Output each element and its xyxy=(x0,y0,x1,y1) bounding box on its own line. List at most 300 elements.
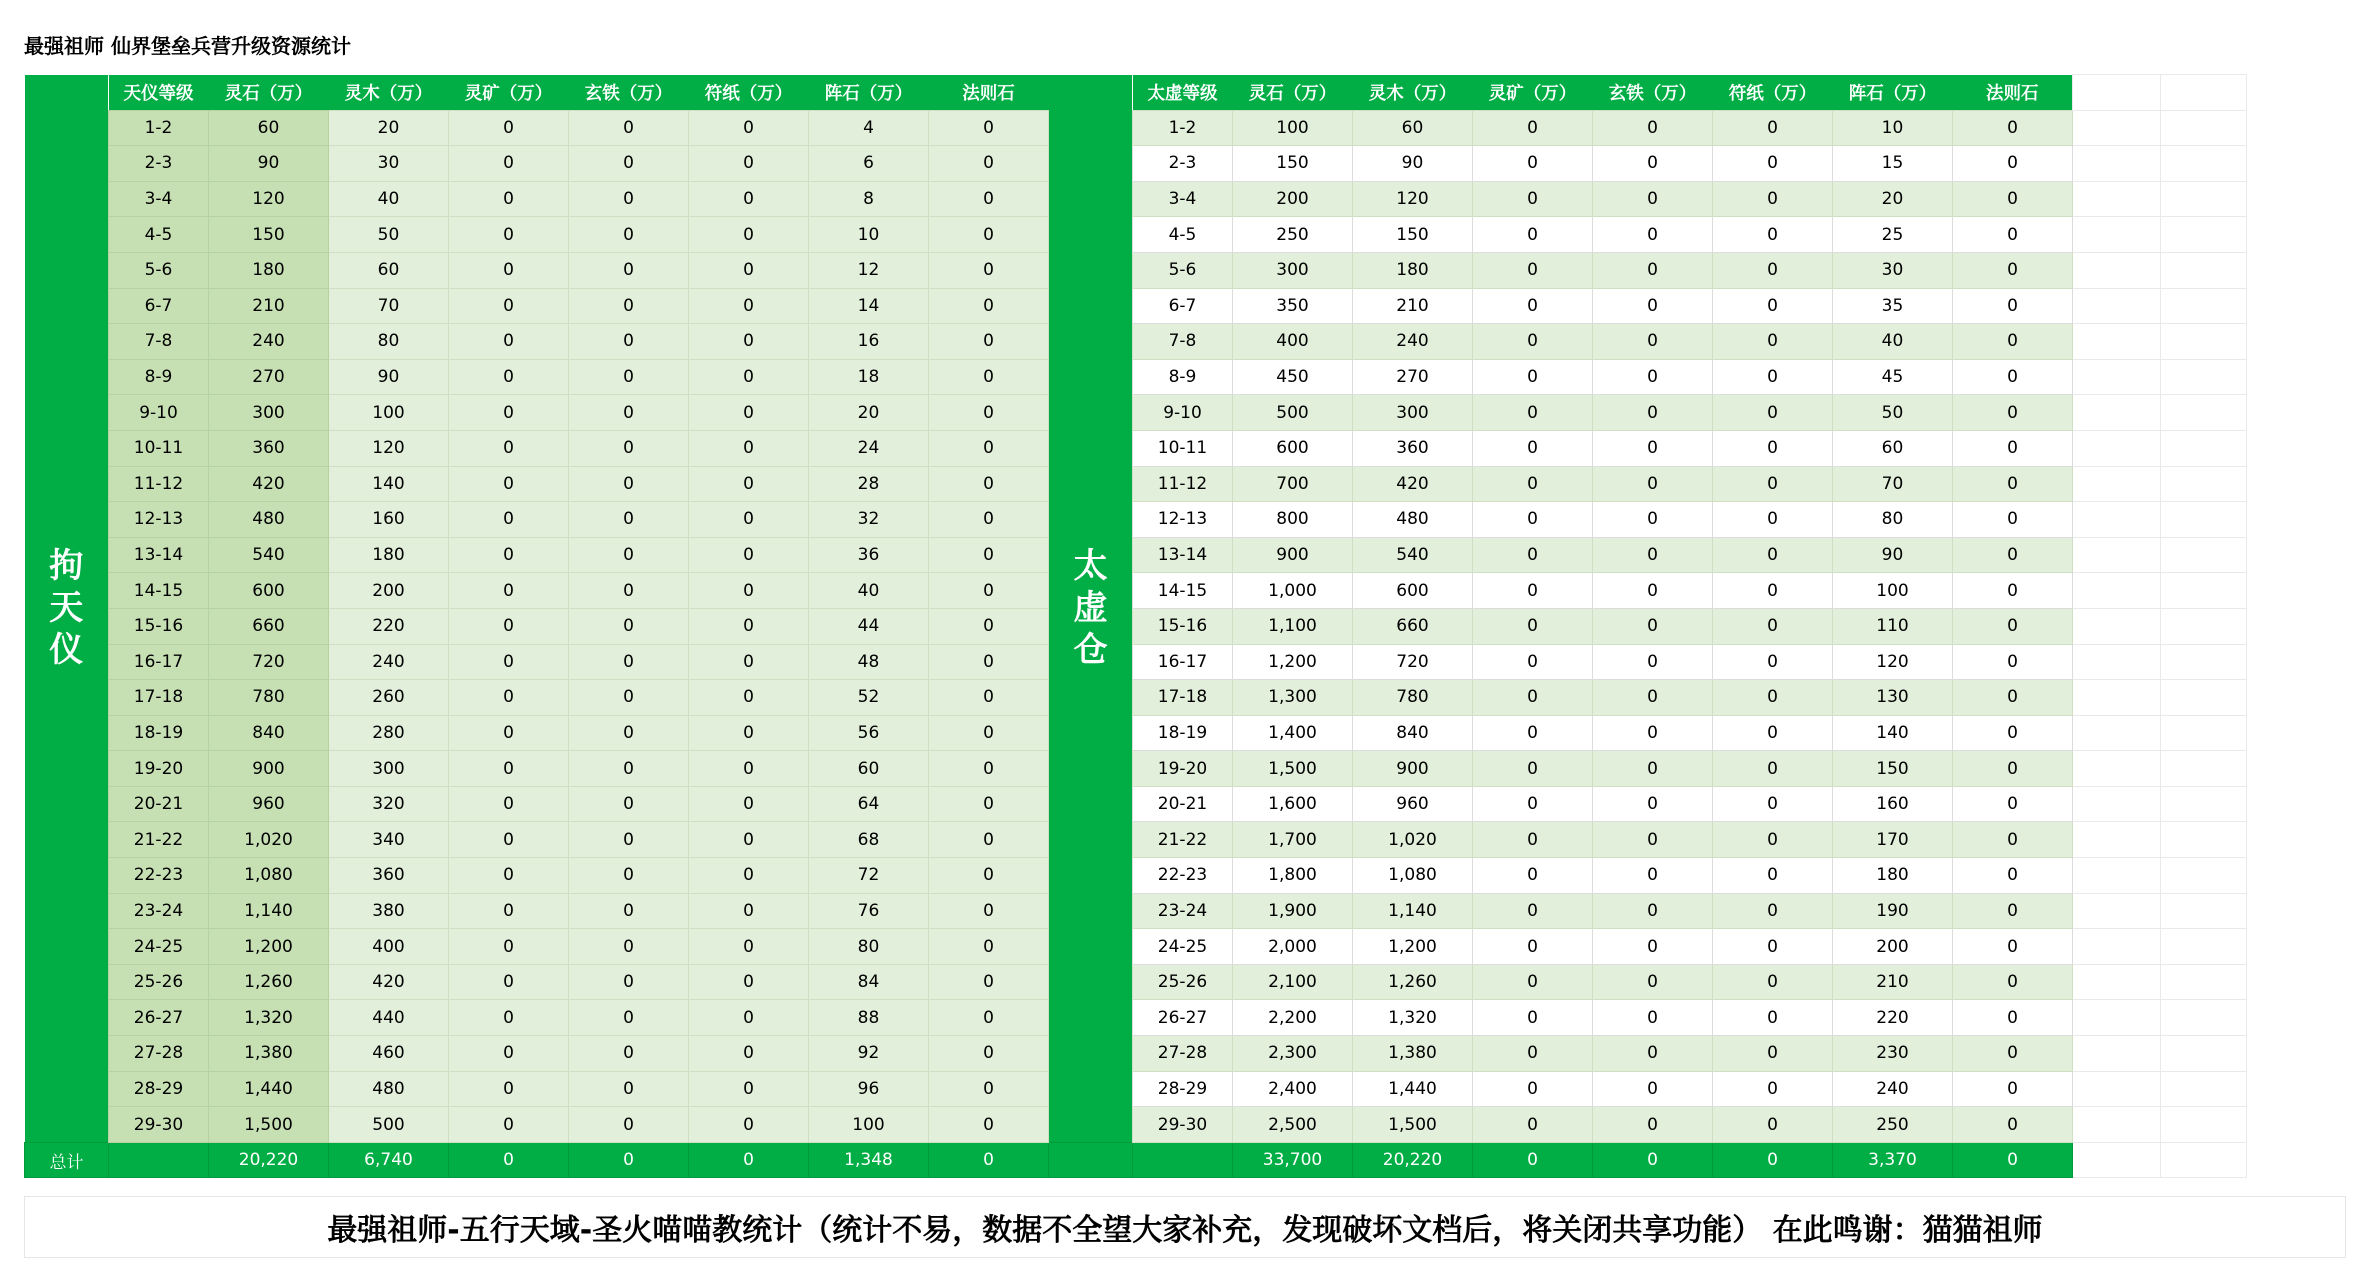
data-cell[interactable]: 90 xyxy=(1353,146,1473,182)
data-cell[interactable]: 0 xyxy=(1473,466,1593,502)
data-cell[interactable]: 25-26 xyxy=(109,964,209,1000)
data-cell[interactable]: 200 xyxy=(1833,929,1953,965)
total-cell[interactable]: 0 xyxy=(569,1142,689,1178)
data-cell[interactable]: 26-27 xyxy=(1133,1000,1233,1036)
data-cell[interactable]: 26-27 xyxy=(109,1000,209,1036)
data-cell[interactable]: 240 xyxy=(1353,324,1473,360)
data-cell[interactable]: 0 xyxy=(1593,537,1713,573)
data-cell[interactable]: 60 xyxy=(809,751,929,787)
data-cell[interactable]: 0 xyxy=(1593,252,1713,288)
data-cell[interactable]: 0 xyxy=(449,680,569,716)
total-cell[interactable]: 20,220 xyxy=(209,1142,329,1178)
empty-cell[interactable] xyxy=(2073,1142,2161,1178)
total-cell[interactable] xyxy=(109,1142,209,1178)
data-cell[interactable]: 0 xyxy=(929,893,1049,929)
data-cell[interactable]: 0 xyxy=(929,608,1049,644)
data-cell[interactable]: 10-11 xyxy=(1133,430,1233,466)
data-cell[interactable]: 660 xyxy=(209,608,329,644)
data-cell[interactable]: 120 xyxy=(1833,644,1953,680)
data-cell[interactable]: 0 xyxy=(929,858,1049,894)
empty-cell[interactable] xyxy=(2161,75,2247,111)
data-cell[interactable]: 50 xyxy=(1833,395,1953,431)
data-cell[interactable]: 96 xyxy=(809,1071,929,1107)
data-cell[interactable]: 2-3 xyxy=(1133,146,1233,182)
data-cell[interactable]: 80 xyxy=(329,324,449,360)
data-cell[interactable]: 0 xyxy=(689,502,809,538)
data-cell[interactable]: 0 xyxy=(1713,893,1833,929)
data-cell[interactable]: 80 xyxy=(1833,502,1953,538)
empty-cell[interactable] xyxy=(2161,466,2247,502)
data-cell[interactable]: 92 xyxy=(809,1036,929,1072)
data-cell[interactable]: 20-21 xyxy=(1133,786,1233,822)
data-cell[interactable]: 10-11 xyxy=(109,430,209,466)
column-header[interactable]: 法则石 xyxy=(929,75,1049,111)
data-cell[interactable]: 0 xyxy=(1953,288,2073,324)
data-cell[interactable]: 0 xyxy=(1473,1107,1593,1143)
empty-cell[interactable] xyxy=(2073,502,2161,538)
data-cell[interactable]: 100 xyxy=(329,395,449,431)
data-cell[interactable]: 0 xyxy=(1713,573,1833,609)
data-cell[interactable]: 25 xyxy=(1833,217,1953,253)
data-cell[interactable]: 0 xyxy=(1713,466,1833,502)
data-cell[interactable]: 1,500 xyxy=(209,1107,329,1143)
data-cell[interactable]: 190 xyxy=(1833,893,1953,929)
empty-cell[interactable] xyxy=(2073,288,2161,324)
data-cell[interactable]: 17-18 xyxy=(1133,680,1233,716)
data-cell[interactable]: 140 xyxy=(329,466,449,502)
column-header[interactable]: 天仪等级 xyxy=(109,75,209,111)
data-cell[interactable]: 150 xyxy=(1353,217,1473,253)
empty-cell[interactable] xyxy=(2073,893,2161,929)
data-cell[interactable]: 220 xyxy=(1833,1000,1953,1036)
data-cell[interactable]: 14 xyxy=(809,288,929,324)
data-cell[interactable]: 0 xyxy=(689,181,809,217)
data-cell[interactable]: 250 xyxy=(1233,217,1353,253)
data-cell[interactable]: 0 xyxy=(449,893,569,929)
data-cell[interactable]: 440 xyxy=(329,1000,449,1036)
data-cell[interactable]: 7-8 xyxy=(1133,324,1233,360)
data-cell[interactable]: 0 xyxy=(1473,217,1593,253)
data-cell[interactable]: 0 xyxy=(1713,537,1833,573)
column-header[interactable]: 符纸（万） xyxy=(689,75,809,111)
data-cell[interactable]: 0 xyxy=(929,324,1049,360)
data-cell[interactable]: 200 xyxy=(329,573,449,609)
data-cell[interactable]: 8-9 xyxy=(1133,359,1233,395)
data-cell[interactable]: 0 xyxy=(1953,929,2073,965)
data-cell[interactable]: 0 xyxy=(689,858,809,894)
data-cell[interactable]: 1,300 xyxy=(1233,680,1353,716)
data-cell[interactable]: 0 xyxy=(569,395,689,431)
empty-cell[interactable] xyxy=(2161,858,2247,894)
data-cell[interactable]: 0 xyxy=(929,573,1049,609)
data-cell[interactable]: 350 xyxy=(1233,288,1353,324)
data-cell[interactable]: 500 xyxy=(329,1107,449,1143)
data-cell[interactable]: 60 xyxy=(209,110,329,146)
data-cell[interactable]: 0 xyxy=(1473,537,1593,573)
data-cell[interactable]: 0 xyxy=(1953,786,2073,822)
data-cell[interactable]: 0 xyxy=(929,288,1049,324)
data-cell[interactable]: 16-17 xyxy=(109,644,209,680)
empty-cell[interactable] xyxy=(2161,537,2247,573)
data-cell[interactable]: 6-7 xyxy=(109,288,209,324)
data-cell[interactable]: 29-30 xyxy=(1133,1107,1233,1143)
empty-cell[interactable] xyxy=(2073,1000,2161,1036)
data-cell[interactable]: 1,080 xyxy=(209,858,329,894)
data-cell[interactable]: 360 xyxy=(1353,430,1473,466)
empty-cell[interactable] xyxy=(2161,324,2247,360)
data-cell[interactable]: 0 xyxy=(1593,181,1713,217)
data-cell[interactable]: 35 xyxy=(1833,288,1953,324)
data-cell[interactable]: 15-16 xyxy=(1133,608,1233,644)
data-cell[interactable]: 0 xyxy=(1953,1036,2073,1072)
data-cell[interactable]: 100 xyxy=(1833,573,1953,609)
empty-cell[interactable] xyxy=(2073,146,2161,182)
total-cell[interactable]: 0 xyxy=(1953,1142,2073,1178)
data-cell[interactable]: 840 xyxy=(209,715,329,751)
data-cell[interactable]: 0 xyxy=(929,822,1049,858)
data-cell[interactable]: 0 xyxy=(1713,395,1833,431)
data-cell[interactable]: 0 xyxy=(1473,1071,1593,1107)
data-cell[interactable]: 0 xyxy=(929,1071,1049,1107)
data-cell[interactable]: 150 xyxy=(1833,751,1953,787)
data-cell[interactable]: 1-2 xyxy=(1133,110,1233,146)
data-cell[interactable]: 0 xyxy=(1713,430,1833,466)
data-cell[interactable]: 0 xyxy=(929,680,1049,716)
data-cell[interactable]: 0 xyxy=(1713,680,1833,716)
data-cell[interactable]: 0 xyxy=(1593,430,1713,466)
data-cell[interactable]: 0 xyxy=(1713,1036,1833,1072)
data-cell[interactable]: 90 xyxy=(329,359,449,395)
total-spacer-cell[interactable] xyxy=(1049,1142,1133,1178)
data-cell[interactable]: 8 xyxy=(809,181,929,217)
data-cell[interactable]: 0 xyxy=(1473,858,1593,894)
total-cell[interactable]: 0 xyxy=(929,1142,1049,1178)
data-cell[interactable]: 0 xyxy=(1473,822,1593,858)
data-cell[interactable]: 0 xyxy=(689,929,809,965)
empty-cell[interactable] xyxy=(2161,822,2247,858)
data-cell[interactable]: 0 xyxy=(1953,359,2073,395)
data-cell[interactable]: 0 xyxy=(449,1000,569,1036)
data-cell[interactable]: 380 xyxy=(329,893,449,929)
data-cell[interactable]: 28-29 xyxy=(1133,1071,1233,1107)
data-cell[interactable]: 0 xyxy=(1473,146,1593,182)
empty-cell[interactable] xyxy=(2161,359,2247,395)
data-cell[interactable]: 900 xyxy=(1353,751,1473,787)
empty-cell[interactable] xyxy=(2161,1000,2247,1036)
data-cell[interactable]: 0 xyxy=(929,502,1049,538)
data-cell[interactable]: 0 xyxy=(449,1071,569,1107)
data-cell[interactable]: 0 xyxy=(449,644,569,680)
data-cell[interactable]: 270 xyxy=(1353,359,1473,395)
data-cell[interactable]: 0 xyxy=(929,964,1049,1000)
data-cell[interactable]: 1,140 xyxy=(1353,893,1473,929)
data-cell[interactable]: 0 xyxy=(1713,964,1833,1000)
data-cell[interactable]: 0 xyxy=(1593,573,1713,609)
data-cell[interactable]: 0 xyxy=(1593,822,1713,858)
data-cell[interactable]: 280 xyxy=(329,715,449,751)
data-cell[interactable]: 0 xyxy=(1713,608,1833,644)
data-cell[interactable]: 960 xyxy=(1353,786,1473,822)
data-cell[interactable]: 600 xyxy=(1353,573,1473,609)
data-cell[interactable]: 180 xyxy=(329,537,449,573)
total-cell[interactable]: 33,700 xyxy=(1233,1142,1353,1178)
data-cell[interactable]: 340 xyxy=(329,822,449,858)
data-cell[interactable]: 0 xyxy=(1473,786,1593,822)
total-label[interactable]: 总计 xyxy=(25,1142,109,1178)
data-cell[interactable]: 52 xyxy=(809,680,929,716)
data-cell[interactable]: 24-25 xyxy=(1133,929,1233,965)
data-cell[interactable]: 0 xyxy=(1953,822,2073,858)
data-cell[interactable]: 68 xyxy=(809,822,929,858)
data-cell[interactable]: 0 xyxy=(1953,751,2073,787)
total-cell[interactable] xyxy=(1133,1142,1233,1178)
data-cell[interactable]: 1,500 xyxy=(1233,751,1353,787)
data-cell[interactable]: 88 xyxy=(809,1000,929,1036)
data-cell[interactable]: 0 xyxy=(449,822,569,858)
data-cell[interactable]: 0 xyxy=(1953,146,2073,182)
data-cell[interactable]: 2,400 xyxy=(1233,1071,1353,1107)
data-cell[interactable]: 0 xyxy=(1473,715,1593,751)
column-header[interactable]: 法则石 xyxy=(1953,75,2073,111)
data-cell[interactable]: 0 xyxy=(929,537,1049,573)
data-cell[interactable]: 0 xyxy=(569,929,689,965)
column-header[interactable]: 太虚等级 xyxy=(1133,75,1233,111)
data-cell[interactable]: 0 xyxy=(1953,252,2073,288)
empty-cell[interactable] xyxy=(2161,608,2247,644)
data-cell[interactable]: 0 xyxy=(1953,1000,2073,1036)
data-cell[interactable]: 0 xyxy=(689,822,809,858)
data-cell[interactable]: 1,440 xyxy=(209,1071,329,1107)
data-cell[interactable]: 48 xyxy=(809,644,929,680)
data-cell[interactable]: 600 xyxy=(209,573,329,609)
data-cell[interactable]: 2,500 xyxy=(1233,1107,1353,1143)
data-cell[interactable]: 0 xyxy=(1473,502,1593,538)
data-cell[interactable]: 0 xyxy=(929,146,1049,182)
data-cell[interactable]: 0 xyxy=(1473,252,1593,288)
data-cell[interactable]: 30 xyxy=(329,146,449,182)
data-cell[interactable]: 1,200 xyxy=(209,929,329,965)
data-cell[interactable]: 0 xyxy=(1953,1071,2073,1107)
data-cell[interactable]: 300 xyxy=(1233,252,1353,288)
data-cell[interactable]: 1,320 xyxy=(209,1000,329,1036)
data-cell[interactable]: 22-23 xyxy=(1133,858,1233,894)
empty-cell[interactable] xyxy=(2073,181,2161,217)
data-cell[interactable]: 0 xyxy=(1713,715,1833,751)
data-cell[interactable]: 0 xyxy=(929,786,1049,822)
empty-cell[interactable] xyxy=(2073,715,2161,751)
data-cell[interactable]: 0 xyxy=(929,181,1049,217)
data-cell[interactable]: 780 xyxy=(1353,680,1473,716)
data-cell[interactable]: 0 xyxy=(449,929,569,965)
data-cell[interactable]: 0 xyxy=(689,395,809,431)
empty-cell[interactable] xyxy=(2073,644,2161,680)
data-cell[interactable]: 450 xyxy=(1233,359,1353,395)
data-cell[interactable]: 0 xyxy=(569,751,689,787)
data-cell[interactable]: 0 xyxy=(569,181,689,217)
empty-cell[interactable] xyxy=(2073,1071,2161,1107)
data-cell[interactable]: 1,380 xyxy=(209,1036,329,1072)
data-cell[interactable]: 76 xyxy=(809,893,929,929)
data-cell[interactable]: 0 xyxy=(929,644,1049,680)
data-cell[interactable]: 0 xyxy=(1473,573,1593,609)
empty-cell[interactable] xyxy=(2073,252,2161,288)
data-cell[interactable]: 0 xyxy=(929,395,1049,431)
data-cell[interactable]: 540 xyxy=(1353,537,1473,573)
data-cell[interactable]: 0 xyxy=(1593,1000,1713,1036)
empty-cell[interactable] xyxy=(2161,252,2247,288)
data-cell[interactable]: 0 xyxy=(449,288,569,324)
data-cell[interactable]: 0 xyxy=(1713,1000,1833,1036)
data-cell[interactable]: 1,100 xyxy=(1233,608,1353,644)
data-cell[interactable]: 60 xyxy=(329,252,449,288)
data-cell[interactable]: 0 xyxy=(1713,502,1833,538)
data-cell[interactable]: 0 xyxy=(569,964,689,1000)
data-cell[interactable]: 0 xyxy=(1713,822,1833,858)
data-cell[interactable]: 0 xyxy=(689,1071,809,1107)
data-cell[interactable]: 8-9 xyxy=(109,359,209,395)
empty-cell[interactable] xyxy=(2161,502,2247,538)
data-cell[interactable]: 29-30 xyxy=(109,1107,209,1143)
data-cell[interactable]: 180 xyxy=(1353,252,1473,288)
data-cell[interactable]: 28-29 xyxy=(109,1071,209,1107)
empty-cell[interactable] xyxy=(2073,1036,2161,1072)
data-cell[interactable]: 0 xyxy=(689,430,809,466)
data-cell[interactable]: 210 xyxy=(1353,288,1473,324)
data-cell[interactable]: 0 xyxy=(1953,430,2073,466)
data-cell[interactable]: 70 xyxy=(329,288,449,324)
data-cell[interactable]: 15 xyxy=(1833,146,1953,182)
data-cell[interactable]: 420 xyxy=(329,964,449,1000)
empty-cell[interactable] xyxy=(2073,537,2161,573)
data-cell[interactable]: 720 xyxy=(209,644,329,680)
data-cell[interactable]: 400 xyxy=(1233,324,1353,360)
data-cell[interactable]: 0 xyxy=(1473,680,1593,716)
data-cell[interactable]: 32 xyxy=(809,502,929,538)
data-cell[interactable]: 20 xyxy=(1833,181,1953,217)
data-cell[interactable]: 0 xyxy=(1593,680,1713,716)
data-cell[interactable]: 0 xyxy=(1593,608,1713,644)
data-cell[interactable]: 0 xyxy=(1713,644,1833,680)
data-cell[interactable]: 24-25 xyxy=(109,929,209,965)
column-header[interactable]: 灵石（万） xyxy=(1233,75,1353,111)
data-cell[interactable]: 220 xyxy=(329,608,449,644)
empty-cell[interactable] xyxy=(2073,964,2161,1000)
data-cell[interactable]: 40 xyxy=(1833,324,1953,360)
data-cell[interactable]: 540 xyxy=(209,537,329,573)
data-cell[interactable]: 0 xyxy=(1473,644,1593,680)
data-cell[interactable]: 0 xyxy=(1953,502,2073,538)
data-cell[interactable]: 1,600 xyxy=(1233,786,1353,822)
data-cell[interactable]: 0 xyxy=(929,1036,1049,1072)
data-cell[interactable]: 0 xyxy=(1593,288,1713,324)
data-cell[interactable]: 0 xyxy=(449,181,569,217)
data-cell[interactable]: 0 xyxy=(1953,110,2073,146)
data-cell[interactable]: 0 xyxy=(1953,395,2073,431)
data-cell[interactable]: 0 xyxy=(1953,181,2073,217)
data-cell[interactable]: 6 xyxy=(809,146,929,182)
data-cell[interactable]: 0 xyxy=(1593,1036,1713,1072)
empty-cell[interactable] xyxy=(2073,359,2161,395)
data-cell[interactable]: 120 xyxy=(209,181,329,217)
empty-cell[interactable] xyxy=(2161,395,2247,431)
data-cell[interactable]: 0 xyxy=(689,110,809,146)
data-cell[interactable]: 0 xyxy=(689,1036,809,1072)
empty-cell[interactable] xyxy=(2073,430,2161,466)
data-cell[interactable]: 0 xyxy=(449,217,569,253)
data-cell[interactable]: 300 xyxy=(329,751,449,787)
data-cell[interactable]: 1,200 xyxy=(1233,644,1353,680)
data-cell[interactable]: 0 xyxy=(929,1107,1049,1143)
data-cell[interactable]: 0 xyxy=(569,715,689,751)
data-cell[interactable]: 0 xyxy=(1593,466,1713,502)
data-cell[interactable]: 0 xyxy=(689,608,809,644)
data-cell[interactable]: 11-12 xyxy=(109,466,209,502)
data-cell[interactable]: 0 xyxy=(929,430,1049,466)
data-cell[interactable]: 0 xyxy=(449,324,569,360)
data-cell[interactable]: 21-22 xyxy=(1133,822,1233,858)
data-cell[interactable]: 660 xyxy=(1353,608,1473,644)
data-cell[interactable]: 0 xyxy=(449,786,569,822)
empty-cell[interactable] xyxy=(2073,395,2161,431)
data-cell[interactable]: 420 xyxy=(209,466,329,502)
data-cell[interactable]: 0 xyxy=(1713,324,1833,360)
data-cell[interactable]: 0 xyxy=(1593,110,1713,146)
data-cell[interactable]: 18-19 xyxy=(109,715,209,751)
data-cell[interactable]: 0 xyxy=(569,430,689,466)
data-cell[interactable]: 1,200 xyxy=(1353,929,1473,965)
data-cell[interactable]: 0 xyxy=(1473,929,1593,965)
data-cell[interactable]: 0 xyxy=(1593,964,1713,1000)
empty-cell[interactable] xyxy=(2161,110,2247,146)
data-cell[interactable]: 0 xyxy=(689,359,809,395)
data-cell[interactable]: 1,000 xyxy=(1233,573,1353,609)
data-cell[interactable]: 0 xyxy=(449,1107,569,1143)
data-cell[interactable]: 1,020 xyxy=(209,822,329,858)
data-cell[interactable]: 90 xyxy=(1833,537,1953,573)
data-cell[interactable]: 0 xyxy=(689,252,809,288)
data-cell[interactable]: 3-4 xyxy=(109,181,209,217)
data-cell[interactable]: 0 xyxy=(689,680,809,716)
data-cell[interactable]: 0 xyxy=(1713,110,1833,146)
data-cell[interactable]: 1,500 xyxy=(1353,1107,1473,1143)
data-cell[interactable]: 50 xyxy=(329,217,449,253)
data-cell[interactable]: 0 xyxy=(1593,324,1713,360)
data-cell[interactable]: 10 xyxy=(1833,110,1953,146)
empty-cell[interactable] xyxy=(2073,822,2161,858)
data-cell[interactable]: 120 xyxy=(1353,181,1473,217)
data-cell[interactable]: 1,260 xyxy=(1353,964,1473,1000)
data-cell[interactable]: 4 xyxy=(809,110,929,146)
data-cell[interactable]: 19-20 xyxy=(109,751,209,787)
total-cell[interactable]: 6,740 xyxy=(329,1142,449,1178)
data-cell[interactable]: 0 xyxy=(1953,893,2073,929)
data-cell[interactable]: 180 xyxy=(1833,858,1953,894)
data-cell[interactable]: 1,380 xyxy=(1353,1036,1473,1072)
data-cell[interactable]: 12 xyxy=(809,252,929,288)
total-cell[interactable]: 0 xyxy=(449,1142,569,1178)
data-cell[interactable]: 480 xyxy=(209,502,329,538)
data-cell[interactable]: 0 xyxy=(689,537,809,573)
data-cell[interactable]: 4-5 xyxy=(1133,217,1233,253)
data-cell[interactable]: 420 xyxy=(1353,466,1473,502)
data-cell[interactable]: 0 xyxy=(569,217,689,253)
data-cell[interactable]: 0 xyxy=(1953,217,2073,253)
data-cell[interactable]: 0 xyxy=(1713,786,1833,822)
data-cell[interactable]: 0 xyxy=(929,110,1049,146)
data-cell[interactable]: 18 xyxy=(809,359,929,395)
data-cell[interactable]: 0 xyxy=(1593,395,1713,431)
data-cell[interactable]: 160 xyxy=(1833,786,1953,822)
